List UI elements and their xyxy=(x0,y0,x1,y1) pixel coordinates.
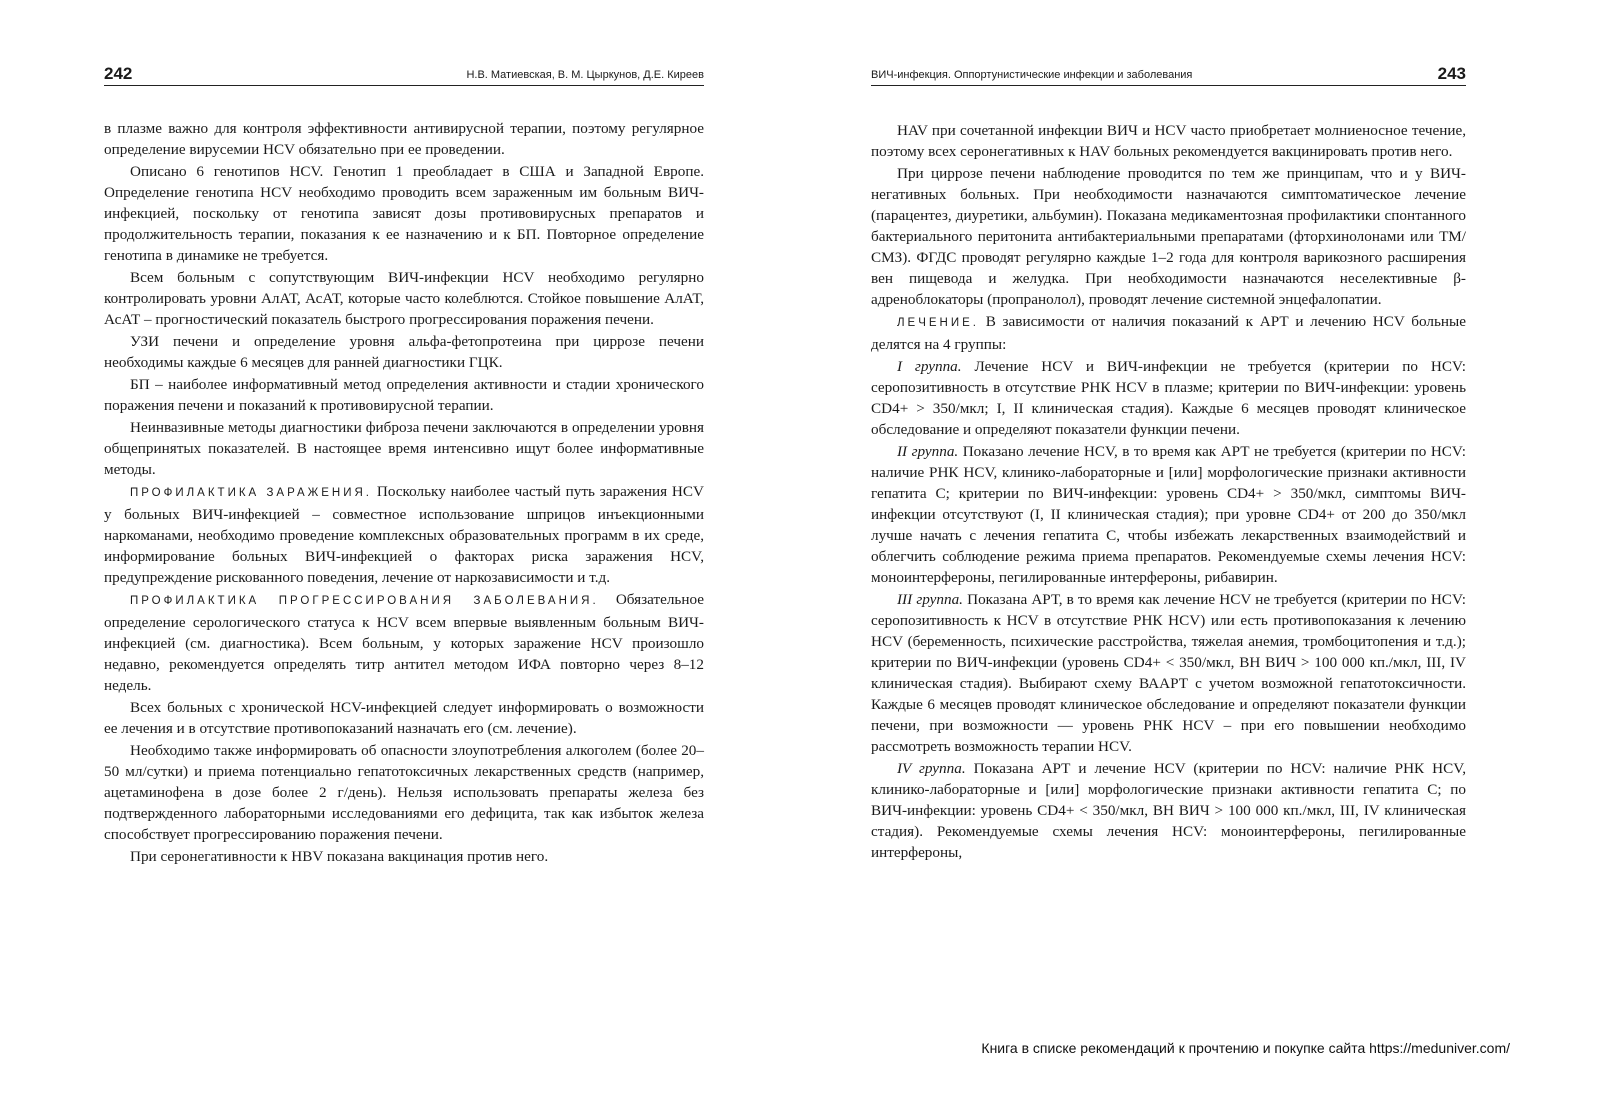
paragraph: ПРОФИЛАКТИКА ПРОГРЕССИРОВАНИЯ ЗАБОЛЕВАНИЯ. Обязательное определение серологического статуса к HCV всем впервые выявленным больным ВИЧ-инфекцией (см. диагностика). Всем больным, у которых заражение HCV произошло недавно, рекомендуется определять титр антител методом ИФА повторно через 8–12 недель. xyxy=(104,591,704,694)
paragraph: При циррозе печени наблюдение проводится по тем же принципам, что и у ВИЧ-негативных больных. При необходимости назначаются симптоматическое лечение (парацентез, диуретики, альбумин). Показана медикаментозная профилактики спонтанного бактериального перитонита антибактериальными препаратами (фторхинолонами или ТМ/СМЗ). ФГДС проводят регулярно каждые 1–2 года для контроля варикозного расширения вен пищевода и желудка. При необходимости назначаются неселективные β-адреноблокаторы (пропранолол), проводят лечение системной энцефалопатии. xyxy=(871,165,1466,308)
group-label: III группа. xyxy=(897,591,963,608)
paragraph: ПРОФИЛАКТИКА ЗАРАЖЕНИЯ. Поскольку наиболее частый путь заражения HCV у больных ВИЧ-инфекцией – совместное использование шприцов инъекционными наркоманами, необходимо проведение комплексных образовательных программ в их среде, информирование больных ВИЧ-инфекцией о факторах риска заражения HCV, предупреждение рискованного поведения, лечение от наркозависимости и т.д. xyxy=(104,483,704,586)
left-page-body xyxy=(104,118,704,867)
group-label: II группа. xyxy=(897,443,959,460)
left-page xyxy=(104,58,704,867)
section-rubric: ПРОФИЛАКТИКА ПРОГРЕССИРОВАНИЯ ЗАБОЛЕВАНИЯ. xyxy=(130,595,599,607)
right-page-body xyxy=(871,120,1466,863)
paragraph: ЛЕЧЕНИЕ. В зависимости от наличия показаний к АРТ и лечению HCV больные делятся на 4 группы: xyxy=(871,313,1466,353)
paragraph: БП – наиболее информативный метод определения активности и стадии хронического поражения печени и показаний к противовирусной терапии. xyxy=(104,376,704,414)
section-rubric: ЛЕЧЕНИЕ. xyxy=(897,317,979,329)
page-number: 242 xyxy=(104,64,133,83)
paragraph: I группа. Лечение HCV и ВИЧ-инфекции не требуется (критерии по HCV: серопозитивность в отсутствие РНК HCV в плазме; критерии по ВИЧ-инфекции: уровень CD4+ > 350/мкл; I, II клиническая стадия). Каждые 6 месяцев проводят клиническое обследование и определяют показатели функции печени. xyxy=(871,358,1467,438)
section-rubric: ПРОФИЛАКТИКА ЗАРАЖЕНИЯ. xyxy=(130,487,373,499)
paragraph: Неинвазивные методы диагностики фиброза печени заключаются в определении уровня общепринятых показателей. В настоящее время интенсивно ищут более информативные методы. xyxy=(104,419,704,478)
paragraph: Необходимо также информировать об опасности злоупотребления алкоголем (более 20–50 мл/сутки) и приема потенциально гепатотоксичных лекарственных средств (например, ацетаминофена в дозе более 2 г/день). Нельзя использовать препараты железа без подтвержденного лабораторными исследованиями его дефицита, так как избыток железа способствует прогрессированию поражения печени. xyxy=(104,742,704,843)
page-number: 243 xyxy=(1437,64,1466,83)
paragraph: Всех больных с хронической HCV-инфекцией следует информировать о возможности ее лечения и в отсутствие противопоказаний назначать его (см. лечение). xyxy=(104,699,704,737)
running-head-authors: Н.В. Матиевская, В. М. Цыркунов, Д.Е. Киреев xyxy=(466,69,704,81)
group-label: IV группа. xyxy=(897,760,966,777)
paragraph: III группа. Показана АРТ, в то время как лечение HCV не требуется (критерии по HCV: серопозитивность к HCV в отсутствие РНК HCV) или есть противопоказания к лечению HCV (беременность, психические расстройства, тяжелая анемия, тромбоцитопения и т.д.); критерии по ВИЧ-инфекции (уровень CD4+ < 350/мкл, ВН ВИЧ > 100 000 кп./мкл, III, IV клиническая стадия). Выбирают схему ВААРТ с учетом возможной гепатотоксичности. Каждые 6 месяцев проводят клиническое обследование и определяют показатели функции печени, при возможности — уровень РНК HCV – при его повышении необходимо рассмотреть возможность терапии HCV. xyxy=(871,591,1467,755)
paragraph: IV группа. Показана АРТ и лечение HCV (критерии по HCV: наличие РНК HCV, клинико-лабораторные и [или] морфологические признаки активности гепатита С; по ВИЧ-инфекции: уровень CD4+ < 350/мкл, ВН ВИЧ > 100 000 кп./мкл, III, IV клиническая стадия). Рекомендуемые схемы лечения HCV: моноинтерфероны, пегилированные интерфероны, xyxy=(871,760,1467,861)
site-recommendation-note: Книга в списке рекомендаций к прочтению и покупке сайта https://meduniver.com/ xyxy=(981,1040,1510,1056)
paragraph: II группа. Показано лечение HCV, в то время как АРТ не требуется (критерии по HCV: наличие РНК HCV, клинико-лабораторные и [или] морфологические признаки активности гепатита С; критерии по ВИЧ-инфекции: уровень CD4+ > 350/мкл, симптомы ВИЧ-инфекции отсутствуют (I, II клиническая стадия); при уровне CD4+ от 200 до 350/мкл лучше начать с лечения гепатита С, чтобы избежать лекарственных взаимодействий и облегчить соблюдение режима приема препаратов. Рекомендуемые схемы лечения HCV: моноинтерфероны, пегилированные интерфероны, рибавирин. xyxy=(871,443,1466,586)
paragraph: Описано 6 генотипов HCV. Генотип 1 преобладает в США и Западной Европе. Определение генотипа HCV необходимо проводить всем зараженным им больным ВИЧ-инфекцией, поскольку от генотипа зависят дозы противовирусных препаратов и продолжительность терапии, показания к ее назначению и к БП. Повторное определение генотипа в динамике не требуется. xyxy=(104,163,704,264)
paragraph: УЗИ печени и определение уровня альфа-фетопротеина при циррозе печени необходимы каждые 6 месяцев для ранней диагностики ГЦК. xyxy=(104,333,704,371)
left-page-header xyxy=(104,58,704,86)
right-page-header xyxy=(871,58,1466,86)
running-head-chapter: ВИЧ-инфекция. Оппортунистические инфекции и заболевания xyxy=(871,69,1193,81)
paragraph: При серонегативности к HBV показана вакцинация против него. xyxy=(130,848,549,865)
right-page xyxy=(871,58,1466,863)
paragraph: Всем больным с сопутствующим ВИЧ-инфекции HCV необходимо регулярно контролировать уровни АлАТ, АсАТ, которые часто колеблются. Стойкое повышение АлАТ, АсАТ – прогностический показатель быстрого прогрессирования поражения печени. xyxy=(104,269,704,328)
paragraph: в плазме важно для контроля эффективности антивирусной терапии, поэтому регулярное определение вирусемии HCV обязательно при ее проведении. xyxy=(104,120,704,158)
paragraph: HAV при сочетанной инфекции ВИЧ и HCV часто приобретает молниеносное течение, поэтому всех серонегативных к HAV больных рекомендуется вакцинировать против него. xyxy=(871,122,1466,160)
group-label: I группа. xyxy=(897,358,962,375)
